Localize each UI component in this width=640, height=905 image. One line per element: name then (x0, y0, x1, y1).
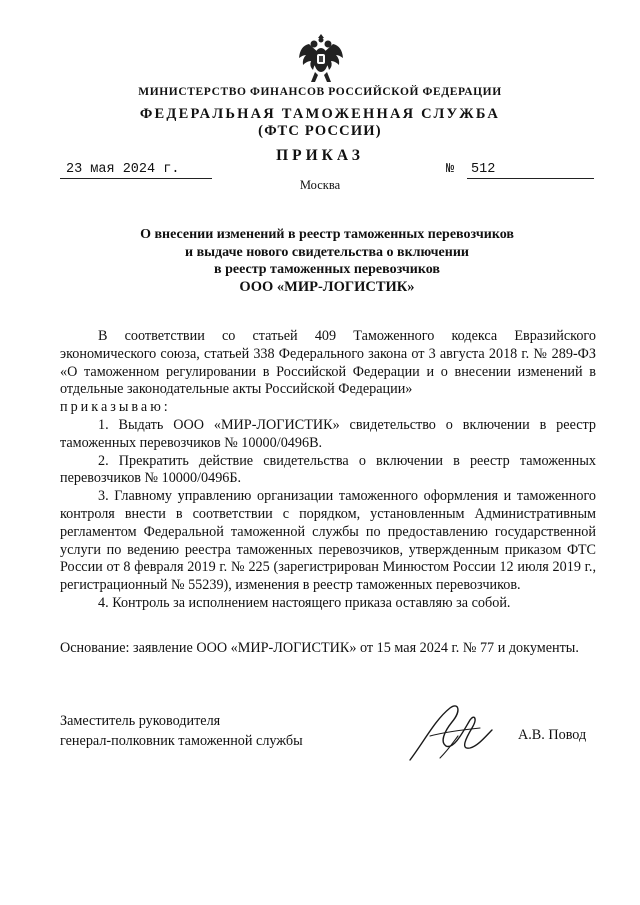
city: Москва (299, 178, 341, 192)
signatory-position (60, 711, 303, 751)
basis-text: Основание: заявление ООО «МИР-ЛОГИСТИК» от 15 мая 2024 г. № 77 и документы. (60, 640, 579, 656)
ministry-heading: МИНИСТЕРСТВО ФИНАНСОВ РОССИЙСКОЙ ФЕДЕРАЦИИ (138, 86, 502, 98)
service-abbreviation: (ФТС РОССИИ) (258, 123, 382, 139)
order-item-2: 2. Прекратить действие свидетельства о включении в реестр таможенных перевозчиков № 10000/0496Б. (60, 452, 596, 487)
order-item-1: 1. Выдать ООО «МИР-ЛОГИСТИК» свидетельство о включении в реестр таможенных перевозчиков № 10000/0496В. (60, 416, 596, 451)
order-number: 512 (467, 161, 594, 179)
title-line: и выдаче нового свидетельства о включении (185, 244, 469, 260)
title-line: в реестр таможенных перевозчиков (214, 262, 440, 277)
title-line: О внесении изменений в реестр таможенных перевозчиков (140, 227, 514, 242)
title-company: ООО «МИР-ЛОГИСТИК» (239, 278, 415, 295)
position-line: Заместитель руководителя (60, 713, 221, 729)
order-item-3: 3. Главному управлению организации таможенного оформления и таможенного контроля внести в соответствии с порядком, установленным Административным регламентом Федеральной таможенной службы по предоставлению государственной услуги по ведению реестра таможенных перевозчиков, утвержденным приказом ФТС России от 8 февраля 2019 г. № 225 (зарегистрирован Минюстом России 12 июля 2019 г., регистрационный № 55239), изменения в реестр таможенных перевозчиков. (60, 488, 596, 594)
order-word: приказываю: (60, 399, 171, 416)
handwritten-signature (400, 700, 500, 770)
document-body (60, 328, 596, 613)
basis-paragraph (60, 640, 596, 658)
order-date: 23 мая 2024 г. (60, 161, 212, 179)
position-line: генерал-полковник таможенной службы (60, 733, 303, 749)
service-heading: ФЕДЕРАЛЬНАЯ ТАМОЖЕННАЯ СЛУЖБА (139, 106, 501, 122)
preamble-paragraph: В соответствии со статьей 409 Таможенного кодекса Евразийского экономического союза, статьей 338 Федерального закона от 3 августа 2018 г. № 289-ФЗ «О таможенном регулировании в Российской Федерации и о внесении изменений в отдельные законодательные акты Российской Федерации» (60, 328, 596, 398)
double-headed-eagle-emblem (295, 30, 347, 86)
order-number-label: № (446, 162, 455, 177)
order-item-4: 4. Контроль за исполнением настоящего приказа оставляю за собой. (98, 594, 511, 611)
document-title (60, 226, 594, 296)
document-type: ПРИКАЗ (276, 147, 364, 164)
signatory-name: А.В. Повод (518, 727, 587, 743)
